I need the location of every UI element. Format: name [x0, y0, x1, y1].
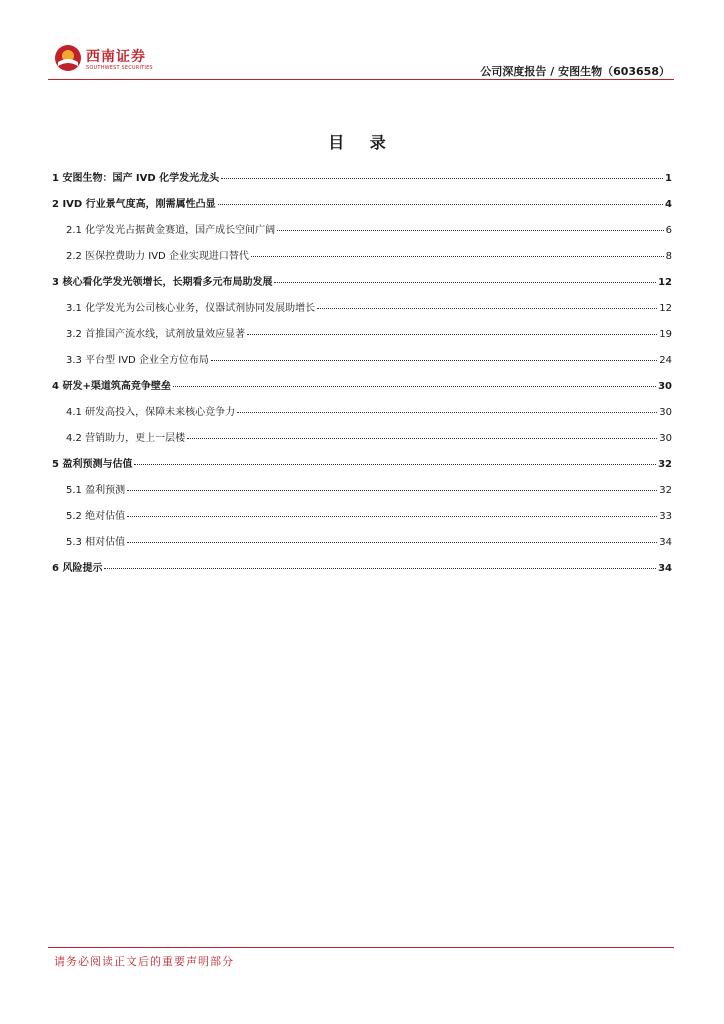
toc-entry-label: 5.1 盈利预测	[66, 485, 126, 496]
toc-entry[interactable]	[52, 221, 672, 247]
toc-entry[interactable]	[52, 507, 672, 533]
toc-entry[interactable]	[52, 247, 672, 273]
toc-dot-leader	[221, 178, 663, 179]
toc-dot-leader	[104, 568, 656, 569]
logo-text-en: SOUTHWEST SECURITIES	[86, 65, 153, 71]
toc-entry[interactable]	[52, 533, 672, 559]
toc-dot-leader	[173, 386, 656, 387]
toc-dot-leader	[127, 542, 657, 543]
toc-entry-label: 6 风险提示	[52, 563, 103, 574]
table-of-contents	[52, 169, 672, 585]
logo-emblem-icon	[54, 44, 82, 72]
toc-dot-leader	[127, 490, 657, 491]
toc-entry-page: 4	[665, 199, 672, 210]
toc-entry-page: 34	[658, 563, 672, 574]
toc-entry-page: 34	[659, 537, 672, 548]
footer-divider	[48, 947, 674, 948]
toc-entry-page: 30	[659, 407, 672, 418]
toc-entry[interactable]	[52, 351, 672, 377]
toc-entry-page: 32	[659, 485, 672, 496]
header-divider	[48, 79, 674, 80]
toc-entry[interactable]	[52, 299, 672, 325]
toc-entry[interactable]	[52, 377, 672, 403]
company-logo	[54, 44, 174, 74]
toc-dot-leader	[187, 438, 657, 439]
toc-entry[interactable]	[52, 455, 672, 481]
toc-entry-label: 2.2 医保控费助力 IVD 企业实现进口替代	[66, 251, 249, 262]
toc-entry[interactable]	[52, 325, 672, 351]
toc-dot-leader	[134, 464, 656, 465]
toc-dot-leader	[277, 230, 664, 231]
toc-entry[interactable]	[52, 429, 672, 455]
toc-dot-leader	[247, 334, 657, 335]
toc-entry-label: 4 研发+渠道筑高竞争壁垒	[52, 381, 171, 392]
toc-entry[interactable]	[52, 481, 672, 507]
toc-entry-page: 12	[658, 277, 672, 288]
toc-entry[interactable]	[52, 169, 672, 195]
toc-dot-leader	[251, 256, 664, 257]
toc-entry-label: 2 IVD 行业景气度高，刚需属性凸显	[52, 199, 216, 210]
toc-entry-label: 4.1 研发高投入，保障未来核心竞争力	[66, 407, 236, 418]
toc-dot-leader	[274, 282, 656, 283]
toc-entry-page: 30	[659, 433, 672, 444]
toc-dot-leader	[218, 204, 663, 205]
toc-dot-leader	[237, 412, 657, 413]
toc-entry-page: 32	[658, 459, 672, 470]
toc-entry[interactable]	[52, 559, 672, 585]
toc-entry[interactable]	[52, 273, 672, 299]
toc-entry[interactable]	[52, 403, 672, 429]
toc-entry-label: 5 盈利预测与估值	[52, 459, 133, 470]
logo-text-cn: 西南证券	[86, 49, 146, 65]
toc-entry-page: 1	[665, 173, 672, 184]
toc-entry-label: 5.2 绝对估值	[66, 511, 126, 522]
report-tag: 公司深度报告 / 安图生物（603658）	[480, 65, 670, 78]
toc-dot-leader	[317, 308, 657, 309]
toc-entry[interactable]	[52, 195, 672, 221]
toc-entry-page: 6	[665, 225, 672, 236]
toc-entry-label: 4.2 营销助力，更上一层楼	[66, 433, 186, 444]
toc-title: 目 录	[328, 133, 396, 152]
toc-entry-page: 24	[659, 355, 672, 366]
toc-entry-label: 3 核心看化学发光领增长，长期看多元布局助发展	[52, 277, 273, 288]
toc-entry-page: 30	[658, 381, 672, 392]
toc-dot-leader	[127, 516, 657, 517]
toc-entry-label: 5.3 相对估值	[66, 537, 126, 548]
toc-dot-leader	[211, 360, 657, 361]
toc-entry-label: 1 安图生物：国产 IVD 化学发光龙头	[52, 173, 220, 184]
toc-entry-label: 3.1 化学发光为公司核心业务，仪器试剂协同发展助增长	[66, 303, 316, 314]
toc-entry-label: 3.3 平台型 IVD 企业全方位布局	[66, 355, 209, 366]
footer-disclaimer: 请务必阅读正文后的重要声明部分	[54, 955, 234, 968]
toc-entry-page: 12	[659, 303, 672, 314]
toc-entry-page: 19	[659, 329, 672, 340]
toc-entry-label: 2.1 化学发光占据黄金赛道，国产成长空间广阔	[66, 225, 276, 236]
toc-entry-label: 3.2 首推国产流水线，试剂放量效应显著	[66, 329, 246, 340]
toc-entry-page: 33	[659, 511, 672, 522]
toc-entry-page: 8	[665, 251, 672, 262]
